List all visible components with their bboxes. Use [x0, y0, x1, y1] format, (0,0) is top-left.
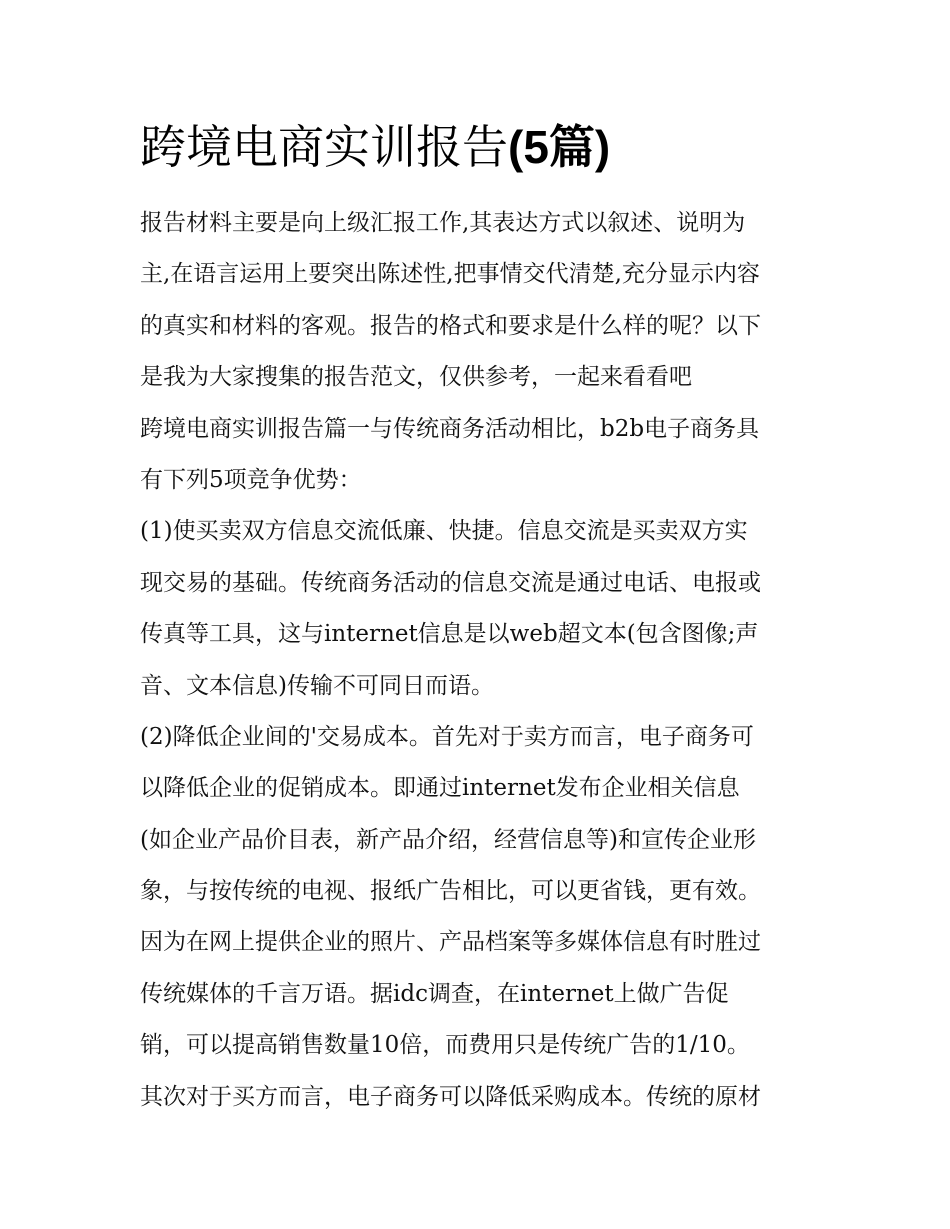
- body-line: (如企业产品价目表，新产品介绍，经营信息等)和宣传企业形: [140, 826, 756, 853]
- body-line: 其次对于买方而言，电子商务可以降低采购成本。传统的原材: [140, 1083, 761, 1110]
- title-count-text: (5篇): [508, 121, 611, 173]
- body-line: (2)降低企业间的'交易成本。首先对于卖方而言，电子商务可: [140, 723, 754, 750]
- body-line: 销，可以提高销售数量10倍，而费用只是传统广告的1/10。: [140, 1032, 750, 1059]
- body-line: 音、文本信息)传输不可同日而语。: [140, 672, 494, 699]
- document-title: [140, 117, 610, 177]
- body-line: 有下列5项竞争优势：: [140, 466, 362, 493]
- body-line: 以降低企业的促销成本。即通过internet发布企业相关信息: [140, 775, 740, 802]
- body-line: 是我为大家搜集的报告范文，仅供参考，一起来看看吧: [140, 364, 692, 391]
- body-line: 因为在网上提供企业的照片、产品档案等多媒体信息有时胜过: [140, 929, 761, 956]
- body-line: 象，与按传统的电视、报纸广告相比，可以更省钱，更有效。: [140, 878, 761, 905]
- body-line: 传真等工具，这与internet信息是以web超文本(包含图像;声: [140, 621, 759, 648]
- body-line: 的真实和材料的客观。报告的格式和要求是什么样的呢？以下: [140, 312, 761, 339]
- body-line: 跨境电商实训报告篇一与传统商务活动相比，b2b电子商务具: [140, 415, 760, 442]
- body-line: 传统媒体的千言万语。据idc调查，在internet上做广告促: [140, 980, 729, 1007]
- body-line: 报告材料主要是向上级汇报工作,其表达方式以叙述、说明为: [140, 210, 746, 236]
- body-line: (1)使买卖双方信息交流低廉、快捷。信息交流是买卖双方实: [140, 518, 748, 545]
- title-main-text: 跨境电商实训报告: [140, 120, 508, 174]
- body-line: 现交易的基础。传统商务活动的信息交流是通过电话、电报或: [140, 569, 761, 596]
- body-line: 主,在语言运用上要突出陈述性,把事情交代清楚,充分显示内容: [140, 261, 760, 288]
- document-body: [140, 198, 830, 1123]
